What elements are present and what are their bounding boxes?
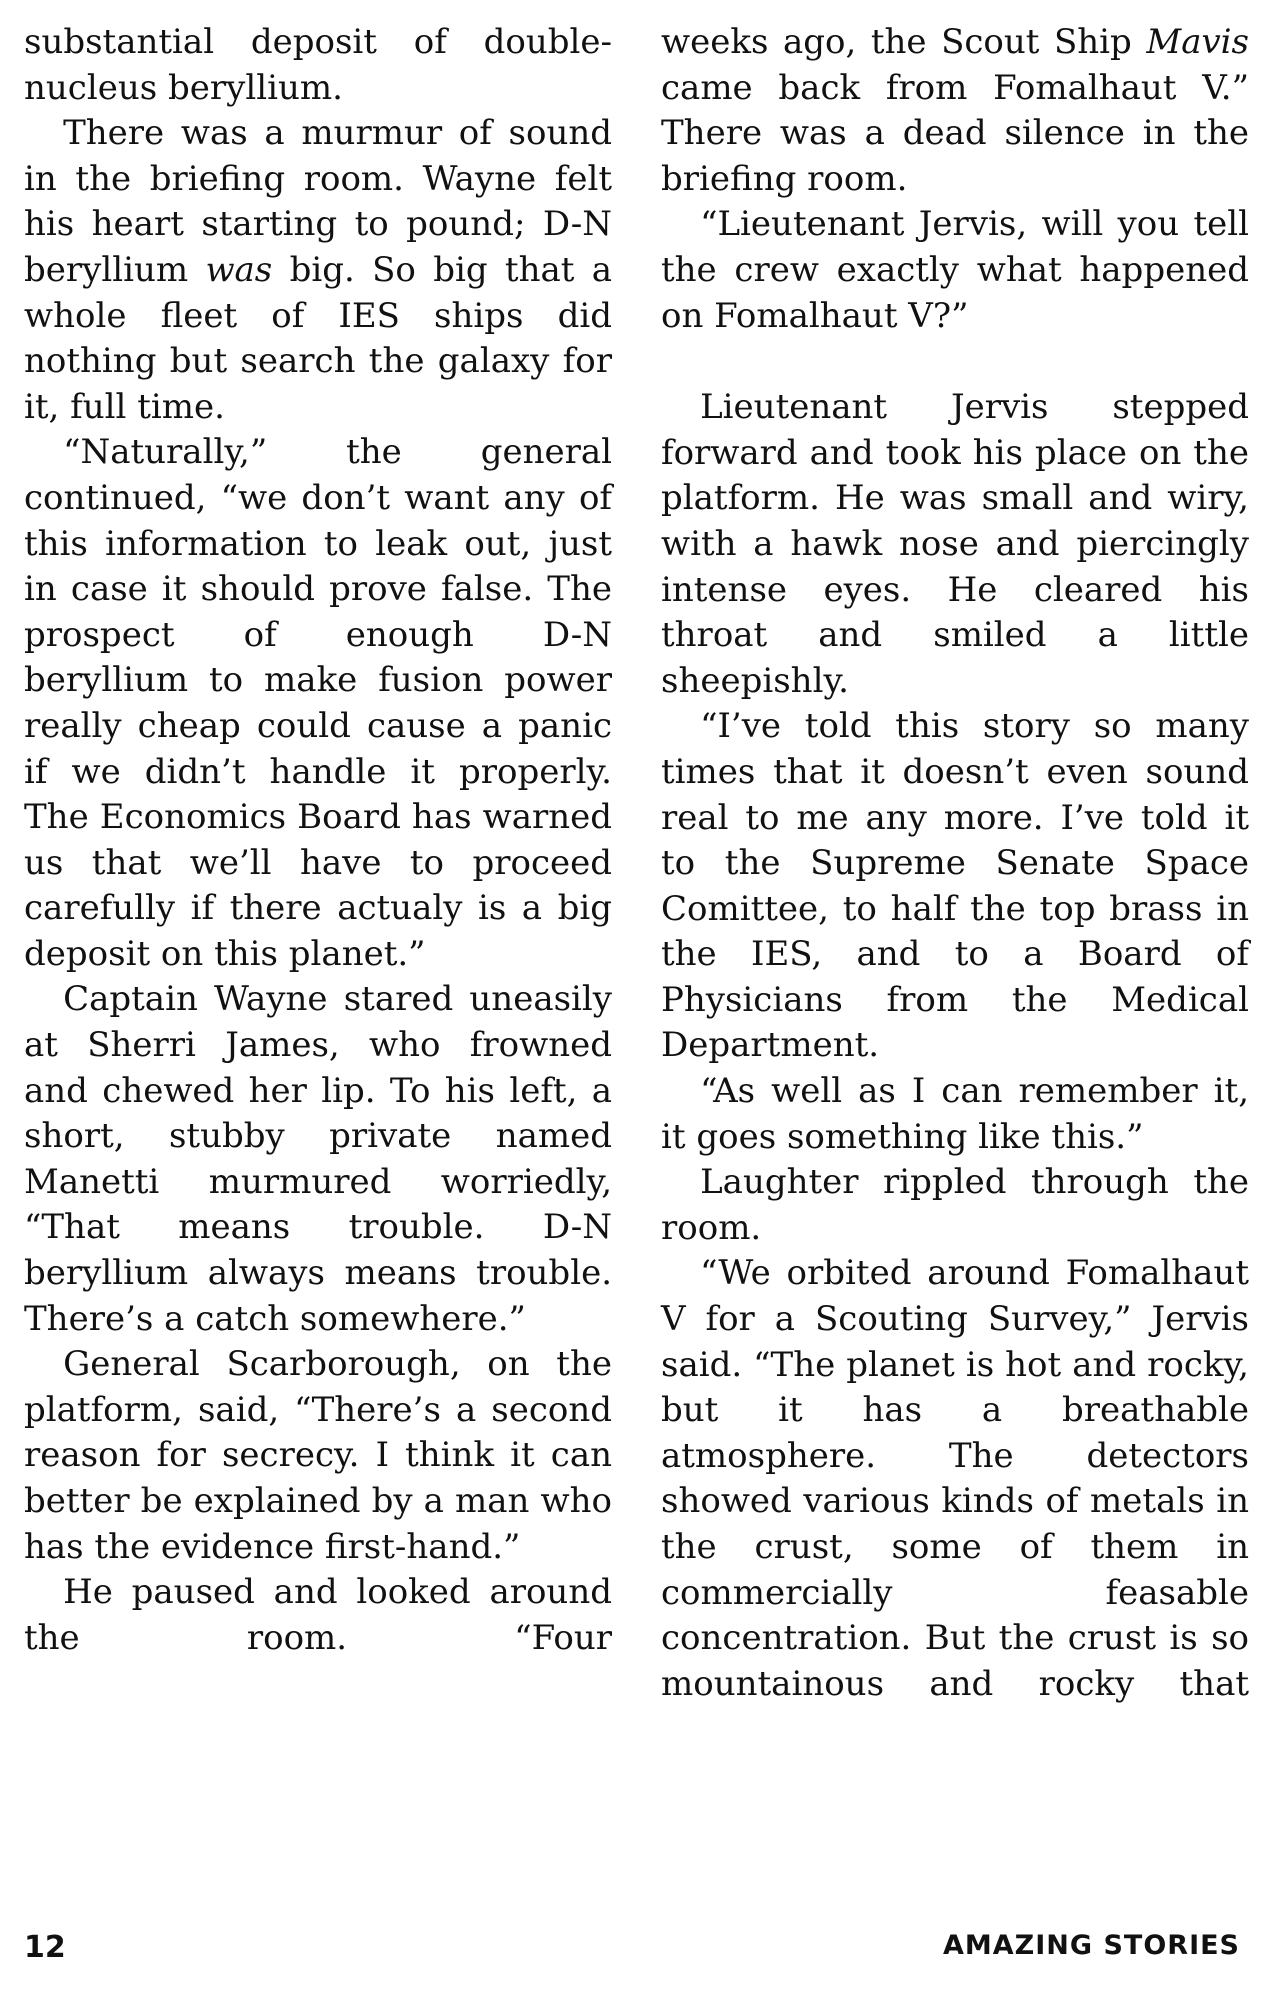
paragraph: Laughter rippled through the room. [661,1162,1249,1248]
paragraph: “Naturally,” the general continued, “we don’t want any of this information to leak out, just in case it should prove false. The prospect of enough D-N beryllium to make fusion power really cheap could cause a panic if we didn’t handle it properly. The Economics Board has warned us that we’ll have to proceed carefully if there actualy is a big deposit on this planet.” [24,432,612,974]
paragraph: Captain Wayne stared uneasily at Sherri James, who frowned and chewed her lip. To his left, a short, stubby private named Manetti murmured worriedly, “That means trouble. D-N beryllium always means trouble. There’s a catch somewhere.” [24,979,612,1339]
paragraph: There was a murmur of sound in the briefing room. Wayne felt his heart starting to pound; D-N beryllium was big. So big that a whole fleet of IES ships did nothing but search the galaxy for it, full time. [24,113,612,427]
paragraph: weeks ago, the Scout Ship Mavis came back from Fomalhaut V.” There was a dead silence in the briefing room. [661,22,1249,199]
paragraph: “Lieutenant Jervis, will you tell the crew exactly what happened on Fomalhaut V?” [661,204,1249,336]
paragraph: General Scarborough, on the platform, said, “There’s a second reason for secrecy. I think it can better be explained by a man who has the evidence first-hand.” [24,1344,612,1567]
paragraph: “We orbited around Fomalhaut V for a Scouting Survey,” Jervis said. “The planet is hot and rocky, but it has a breathable atmosphere. The detectors showed various kinds of metals in the crust, some of them in commercially feasable concentration. But the crust is so mountainous and rocky that [661,1253,1249,1704]
right-column [661,20,1249,1707]
paragraph: “I’ve told this story so many times that it doesn’t even sound real to me any more. I’ve told it to the Supreme Senate Space Comittee, to half the top brass in the IES, and to a Board of Physicians from the Medical Department. [661,706,1249,1066]
paragraph: substantial deposit of double-nucleus beryllium. [24,22,612,108]
magazine-title: AMAZING STORIES [943,1930,1240,1961]
paragraph: “As well as I can remember it, it goes something like this.” [661,1071,1249,1157]
paragraph: Lieutenant Jervis stepped forward and took his place on the platform. He was small and wiry, with a hawk nose and piercingly intense eyes. He cleared his throat and smiled a little sheepishly. [661,387,1249,701]
paragraph: He paused and looked around the room. “Four [24,1572,612,1658]
left-column [24,20,612,1661]
page-number: 12 [24,1930,66,1965]
